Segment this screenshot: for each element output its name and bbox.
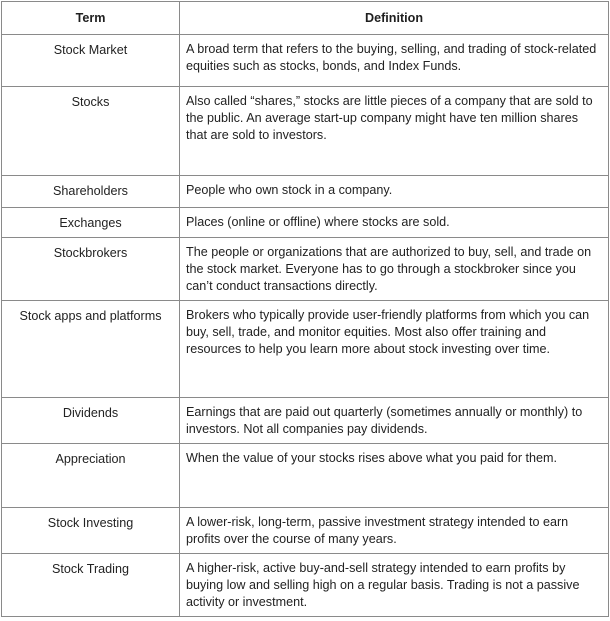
column-header-term: Term [2,2,180,35]
definition-cell: Earnings that are paid out quarterly (sometimes annually or monthly) to investors. Not all companies pay dividends. [180,398,609,444]
table-row [2,301,609,398]
definition-cell: The people or organizations that are authorized to buy, sell, and trade on the stock market. Everyone has to go through a stockbroker since you can’t conduct transactions directly. [180,238,609,301]
table-row [2,508,609,554]
definition-cell: A higher-risk, active buy-and-sell strategy intended to earn profits by buying low and selling high on a regular basis. Trading is not a passive activity or investment. [180,554,609,617]
term-cell: Appreciation [2,444,180,508]
table-row [2,554,609,617]
term-cell: Stocks [2,87,180,176]
table-row [2,398,609,444]
definition-cell: Also called “shares,” stocks are little pieces of a company that are sold to the public. An average start-up company might have ten million shares that are sold to investors. [180,87,609,176]
table-row [2,444,609,508]
term-cell: Stock apps and platforms [2,301,180,398]
column-header-definition: Definition [180,2,609,35]
definition-cell: People who own stock in a company. [180,176,609,208]
term-cell: Stock Trading [2,554,180,617]
definition-cell: Brokers who typically provide user-friendly platforms from which you can buy, sell, trade, and monitor equities. Most also offer training and resources to help you learn more about stock investing over time. [180,301,609,398]
definition-cell: A broad term that refers to the buying, selling, and trading of stock-related equities such as stocks, bonds, and Index Funds. [180,35,609,87]
table-row [2,87,609,176]
term-cell: Stockbrokers [2,238,180,301]
term-cell: Exchanges [2,208,180,238]
term-cell: Shareholders [2,176,180,208]
term-cell: Dividends [2,398,180,444]
table-row [2,208,609,238]
glossary-table [1,1,609,617]
header-row [2,2,609,35]
term-cell: Stock Investing [2,508,180,554]
definition-cell: A lower-risk, long-term, passive investment strategy intended to earn profits over the course of many years. [180,508,609,554]
table-row [2,176,609,208]
term-cell: Stock Market [2,35,180,87]
table-row [2,238,609,301]
table-row [2,35,609,87]
definition-cell: When the value of your stocks rises above what you paid for them. [180,444,609,508]
definition-cell: Places (online or offline) where stocks are sold. [180,208,609,238]
